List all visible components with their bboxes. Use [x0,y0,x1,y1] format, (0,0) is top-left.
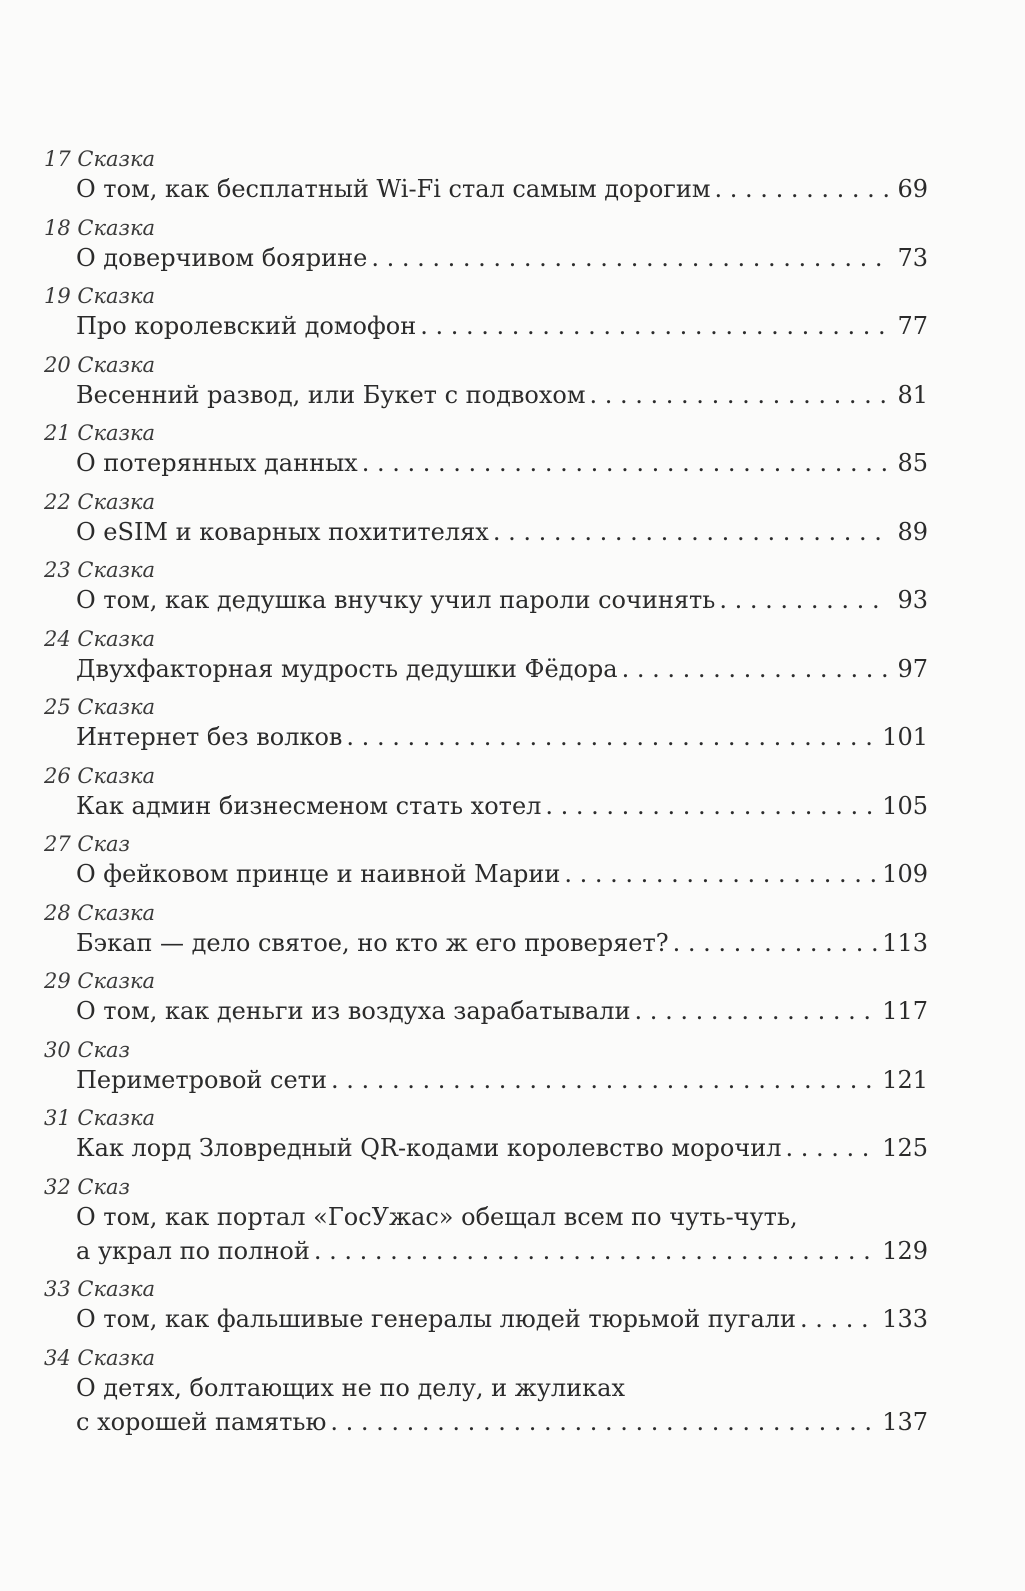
toc-entry-page-number: 109 [882,860,928,888]
toc-entry-title: О том, как дедушка внучку учил пароли сочинять [76,586,716,614]
toc-entry-title: О том, как фальшивые генералы людей тюрьмой пугали [76,1305,797,1333]
toc-entry-page-number: 93 [897,586,928,614]
toc-entry-row [44,789,928,823]
toc-entry-row [44,309,928,343]
toc-entry-row [44,583,928,617]
table-of-contents [44,146,928,1439]
toc-entry-page-number: 105 [882,791,928,820]
entry-spacer [44,754,928,763]
toc-entry-label: 21 Сказка [44,421,156,445]
dot-leader [785,1131,878,1165]
toc-entry-label: 26 Сказка [44,763,156,788]
toc-entry-page-number: 81 [897,380,928,409]
dot-leader [420,309,888,343]
entry-spacer [44,686,928,695]
toc-entry-title: Как лорд Зловредный QR-кодами королевство морочил [76,1134,782,1162]
toc-entry [44,1174,928,1268]
dot-leader [362,446,888,480]
toc-entry-row [44,1131,928,1165]
dot-leader [564,857,878,891]
toc-entry-title: О доверчивом боярине [76,243,368,272]
entry-spacer [44,1097,928,1106]
entry-spacer [44,275,928,284]
toc-entry-title: а украл по полной [76,1236,310,1265]
toc-entry [44,968,928,1028]
toc-entry-page-number: 121 [882,1065,928,1094]
toc-entry [44,1037,928,1097]
toc-entry-label: 30 Сказ [44,1037,130,1062]
toc-entry [44,1105,928,1165]
toc-entry-row [44,446,928,480]
dot-leader [346,720,878,754]
toc-entry [44,900,928,960]
toc-entry-page-number: 133 [882,1305,928,1333]
entry-spacer [44,960,928,969]
toc-entry-title-line: О детях, болтающих не по делу, и жуликах [76,1373,626,1402]
toc-entry-page-number: 97 [897,654,928,683]
toc-entry-label: 20 Сказка [44,352,156,377]
toc-entry [44,352,928,412]
toc-entry [44,146,928,206]
toc-entry-label: 25 Сказка [44,695,156,719]
entry-spacer [44,617,928,626]
entry-spacer [44,823,928,832]
entry-spacer [44,1028,928,1037]
entry-spacer [44,206,928,215]
toc-entry-title: О потерянных данных [76,449,358,477]
toc-entry-title: Интернет без волков [76,723,343,751]
toc-entry-page-number: 69 [897,175,928,203]
toc-entry-row [44,1302,928,1336]
toc-entry [44,626,928,686]
toc-entry-title: Периметровой сети [76,1065,327,1094]
toc-entry-title: О фейковом принце и наивной Марии [76,860,561,888]
entry-spacer [44,1268,928,1277]
dot-leader [635,994,879,1028]
toc-entry-title: Бэкап — дело святое, но кто ж его проверяет? [76,928,669,957]
toc-entry-title: О том, как бесплатный Wi-Fi стал самым дорогим [76,175,711,203]
toc-entry-title: Как админ бизнесменом стать хотел [76,791,542,820]
toc-entry-label: 22 Сказка [44,489,156,514]
toc-entry-title: с хорошей памятью [76,1407,327,1436]
toc-entry-row [44,172,928,206]
toc-entry-label: 28 Сказка [44,900,156,925]
dot-leader [715,172,888,206]
toc-entry-row [44,994,928,1028]
dot-leader [622,652,888,686]
toc-entry [44,831,928,891]
toc-entry-label: 29 Сказка [44,969,156,993]
toc-entry [44,215,928,275]
entry-spacer [44,343,928,352]
toc-entry-page-number: 137 [882,1407,928,1436]
toc-entry-label: 27 Сказ [44,832,130,856]
toc-entry-label: 23 Сказка [44,558,156,582]
toc-entry-row [44,241,928,275]
entry-spacer [44,1165,928,1174]
toc-entry-row [44,857,928,891]
dot-leader [371,241,888,275]
toc-entry-page-number: 73 [897,243,928,272]
dot-leader [331,1063,878,1097]
toc-entry-title-line: О том, как портал «ГосУжас» обещал всем по чуть-чуть, [76,1202,798,1231]
toc-entry-title: Про королевский домофон [76,312,417,340]
toc-entry-row [44,515,928,549]
toc-entry-label: 31 Сказка [44,1106,156,1130]
toc-entry-row [44,1063,928,1097]
dot-leader [545,789,878,823]
toc-entry-row [44,378,928,412]
toc-entry-title: О eSIM и коварных похитителях [76,517,489,546]
toc-entry-title: Двухфакторная мудрость дедушки Фёдора [76,654,618,683]
toc-entry-page-number: 129 [882,1236,928,1265]
entry-spacer [44,412,928,421]
toc-entry-label: 19 Сказка [44,284,156,308]
toc-entry [44,420,928,480]
toc-entry-label: 17 Сказка [44,147,156,171]
toc-entry-row [44,926,928,960]
dot-leader [673,926,879,960]
toc-entry [44,1276,928,1336]
toc-entry-page-number: 85 [897,449,928,477]
toc-entry-label: 24 Сказка [44,626,156,651]
toc-entry-label: 33 Сказка [44,1277,156,1301]
dot-leader [800,1302,878,1336]
toc-entry-page-number: 77 [897,312,928,340]
toc-entry-page-number: 125 [882,1134,928,1162]
toc-entry-row [44,1234,928,1268]
entry-spacer [44,480,928,489]
toc-entry-label: 34 Сказка [44,1345,156,1370]
dot-leader [719,583,888,617]
toc-entry-title: О том, как деньги из воздуха зарабатывали [76,997,631,1025]
dot-leader [493,515,888,549]
toc-entry-page-number: 101 [882,723,928,751]
entry-spacer [44,549,928,558]
toc-entry-label: 18 Сказка [44,215,156,240]
dot-leader [314,1234,878,1268]
toc-entry-label: 32 Сказ [44,1174,130,1199]
toc-entry-title: Весенний развод, или Букет с подвохом [76,380,586,409]
toc-entry [44,283,928,343]
toc-entry [44,1345,928,1439]
dot-leader [330,1405,878,1439]
toc-entry-page-number: 113 [882,928,928,957]
toc-entry [44,694,928,754]
entry-spacer [44,1336,928,1345]
dot-leader [590,378,889,412]
toc-entry-row [44,720,928,754]
toc-entry-row [44,1405,928,1439]
toc-entry-page-number: 117 [882,997,928,1025]
toc-entry-row [44,652,928,686]
toc-entry [44,763,928,823]
toc-entry [44,489,928,549]
toc-entry [44,557,928,617]
toc-entry-page-number: 89 [897,517,928,546]
entry-spacer [44,891,928,900]
